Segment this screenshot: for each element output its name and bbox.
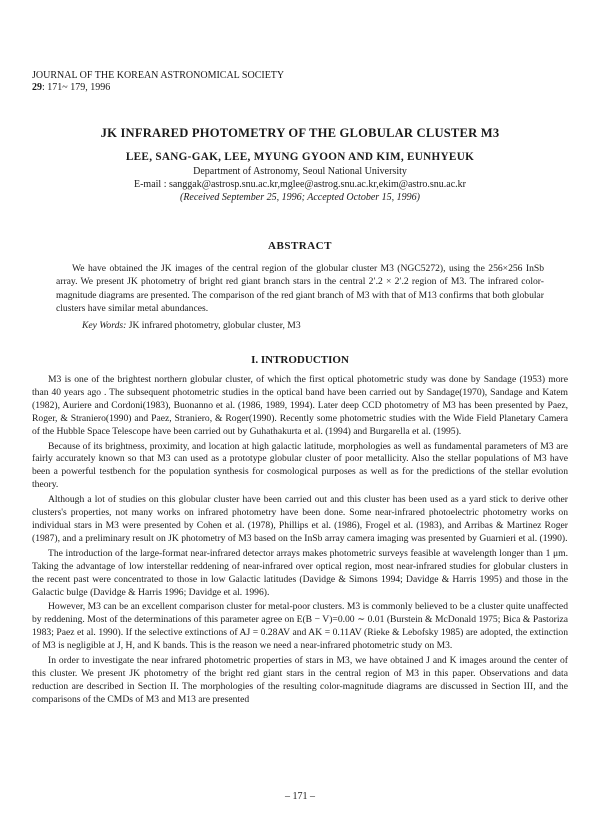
intro-paragraph: In order to investigate the near infrared photometric properties of stars in M3, we have obtained J and K images around the center of this cluster. We present JK photometry of the bright red giant stars in the central region of M3 in this paper. Observations and data reduction are described in Section II. The morphologies of the resulting color-magnitude diagrams are discussed in Section III, and the comparisons of the CMDs of M3 and M13 are presented: [32, 655, 568, 705]
volume-number: 29: [32, 82, 42, 93]
abstract-heading: ABSTRACT: [268, 240, 332, 252]
author-list: LEE, SANG-GAK, LEE, MYUNG GYOON AND KIM, EUNHYEUK: [125, 151, 475, 163]
keywords-line: [82, 320, 301, 331]
keywords-label: Key Words:: [82, 320, 127, 331]
intro-paragraph: The introduction of the large-format near-infrared detector arrays makes photometric surveys feasible at wavelength longer than 1 μm. Taking the advantage of low interstellar reddening of near-infrared over optical region, most near-infrared studies for globular clusters in the recent past were concentrated to those in low Galactic latitudes (Davidge & Simons 1994; Davidge & Harris 1995) and those in the Galactic bulge (Davidge & Harris 1996; Davidge et al. 1996).: [32, 547, 568, 598]
affiliation: Department of Astronomy, Seoul National University: [193, 166, 407, 177]
abstract-text: We have obtained the JK images of the central region of the globular cluster M3 (NGC5272), using the 256×256 InSb array. We present JK photometry of bright red giant branch stars in the central 2′.2 × 2′.2 region of M3. The infrared color-magnitude diagrams are presented. The comparison of the red giant branch of M3 with that of M13 confirms that both globular clusters have similar metal abundances.: [56, 263, 544, 314]
received-dates: (Received September 25, 1996; Accepted October 15, 1996): [179, 192, 420, 203]
pages-year: : 171~ 179, 1996: [42, 82, 111, 93]
journal-header: [32, 70, 284, 94]
abstract-body: [56, 262, 544, 315]
intro-paragraph: M3 is one of the brightest northern globular cluster, of which the first optical photometric study was done by Sandage (1953) more than 40 years ago . The subsequent photometric studies in the optical band have been carried out by Sandage(1970), Sandage and Katem (1982), Auriere and Cordoni(1983), Buonanno et al. (1986, 1989, 1994). Later deep CCD photometry of M3 has been presented by Paez, Roger, & Straniero(1990) and Paez, Straniero, & Roger(1990). Recently some photometric studies with the Wide Field Planetary Camera of the Hubble Space Telescope have been carried out by Guhathakurta et al. (1994) and Burgarella et al. (1995).: [32, 374, 568, 437]
intro-paragraph: Although a lot of studies on this globular cluster have been carried out and this cluster has been used as a yard stick to derive other clusters's properties, not many works on infrared photometry have been done. Some near-infrared photoelectric photometry works on individual stars in M3 were presented by Cohen et al. (1978), Phillips et al. (1986), Frogel et al. (1983), and Arribas & Martinez Roger (1987), and a preliminary result on JK photometry of M3 based on the InSb array camera imaging was presented by Guarnieri et al. (1990).: [32, 494, 568, 544]
page-number: – 171 –: [285, 791, 315, 802]
email-line: E-mail : sanggak@astrosp.snu.ac.kr,mglee@astrog.snu.ac.kr,ekim@astro.snu.ac.kr: [133, 179, 467, 190]
intro-paragraph: Because of its brightness, proximity, and location at high galactic latitude, morphologies as well as fundamental parameters of M3 are fairly accurately known so that M3 can used as a prototype globular cluster of poor metallicity. Also the stellar populations of M3 have been a powerful testbench for the population synthesis for cosmological purposes as well as for the predictions of the stellar evolution theory.: [32, 440, 568, 491]
affiliation-block: [0, 165, 600, 204]
section-heading: I. INTRODUCTION: [251, 354, 349, 366]
journal-volume-line: [32, 82, 284, 94]
intro-paragraph: However, M3 can be an excellent comparison cluster for metal-poor clusters. M3 is commonly believed to be a cluster quite unaffected by reddening. Most of the determinations of this parameter agree on E(B − V)=0.00 ∼ 0.01 (Burstein & McDonald 1975; Bica & Pastoriza 1983; Paez et al. 1990). If the selective extinctions of AJ = 0.28AV and AK = 0.11AV (Rieke & Lebofsky 1985) are adopted, the extinction of M3 is negligible at J, H, and K bands. This is the reason we need a near-infrared photometric study on M3.: [32, 601, 568, 652]
paper-title: JK INFRARED PHOTOMETRY OF THE GLOBULAR CLUSTER M3: [100, 126, 500, 140]
journal-name: JOURNAL OF THE KOREAN ASTRONOMICAL SOCIETY: [32, 70, 285, 81]
section-body: [32, 374, 568, 709]
keywords-text: JK infrared photometry, globular cluster, M3: [126, 320, 301, 331]
